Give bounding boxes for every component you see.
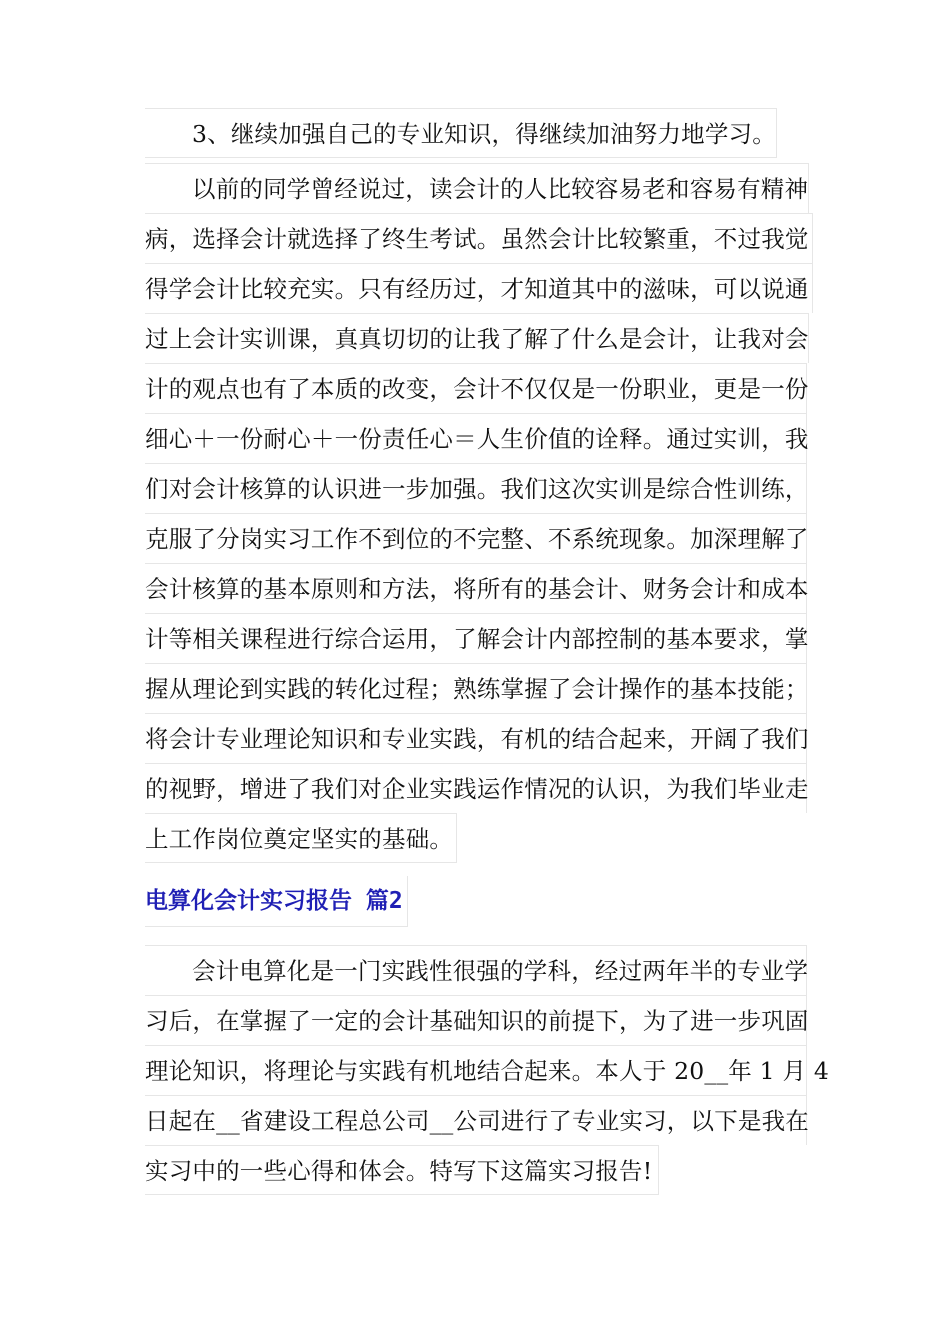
paragraph-line: 理论知识，将理论与实践有机地结合起来。本人于 20__年 1 月 4 [145, 1045, 807, 1095]
paragraph-line: 将会计专业理论知识和专业实践，有机的结合起来，开阔了我们 [145, 713, 807, 763]
paragraph-2 [145, 945, 829, 1195]
section-heading: 电算化会计实习报告 篇2 [145, 876, 408, 927]
paragraph-line: 会计电算化是一门实践性很强的学科，经过两年半的专业学 [145, 945, 807, 995]
paragraph-line: 会计核算的基本原则和方法，将所有的基会计、财务会计和成本 [145, 563, 807, 613]
paragraph-line: 克服了分岗实习工作不到位的不完整、不系统现象。加深理解了 [145, 513, 807, 563]
paragraph-line: 3、继续加强自己的专业知识，得继续加油努力地学习。 [145, 108, 777, 158]
paragraph-top [145, 108, 777, 158]
paragraph-line: 细心＋一份耐心＋一份责任心＝人生价值的诠释。通过实训，我 [145, 413, 807, 463]
paragraph-line: 病，选择会计就选择了终生考试。虽然会计比较繁重，不过我觉 [145, 213, 813, 263]
paragraph-line: 日起在__省建设工程总公司__公司进行了专业实习，以下是我在 [145, 1095, 807, 1145]
paragraph-line: 得学会计比较充实。只有经历过，才知道其中的滋味，可以说通 [145, 263, 813, 313]
paragraph-line: 握从理论到实践的转化过程；熟练掌握了会计操作的基本技能； [145, 663, 807, 713]
paragraph-line: 的视野，增进了我们对企业实践运作情况的认识，为我们毕业走 [145, 763, 807, 813]
paragraph-line: 计的观点也有了本质的改变，会计不仅仅是一份职业，更是一份 [145, 363, 807, 413]
paragraph-line: 习后，在掌握了一定的会计基础知识的前提下，为了进一步巩固 [145, 995, 807, 1045]
paragraph-line: 过上会计实训课，真真切切的让我了解了什么是会计，让我对会 [145, 313, 809, 363]
paragraph-line: 计等相关课程进行综合运用，了解会计内部控制的基本要求，掌 [145, 613, 807, 663]
paragraph-1 [145, 163, 813, 863]
paragraph-line: 以前的同学曾经说过，读会计的人比较容易老和容易有精神 [145, 163, 809, 213]
paragraph-line: 实习中的一些心得和体会。特写下这篇实习报告! [145, 1145, 659, 1195]
paragraph-line: 上工作岗位奠定坚实的基础。 [145, 813, 457, 863]
paragraph-line: 们对会计核算的认识进一步加强。我们这次实训是综合性训练， [145, 463, 807, 513]
